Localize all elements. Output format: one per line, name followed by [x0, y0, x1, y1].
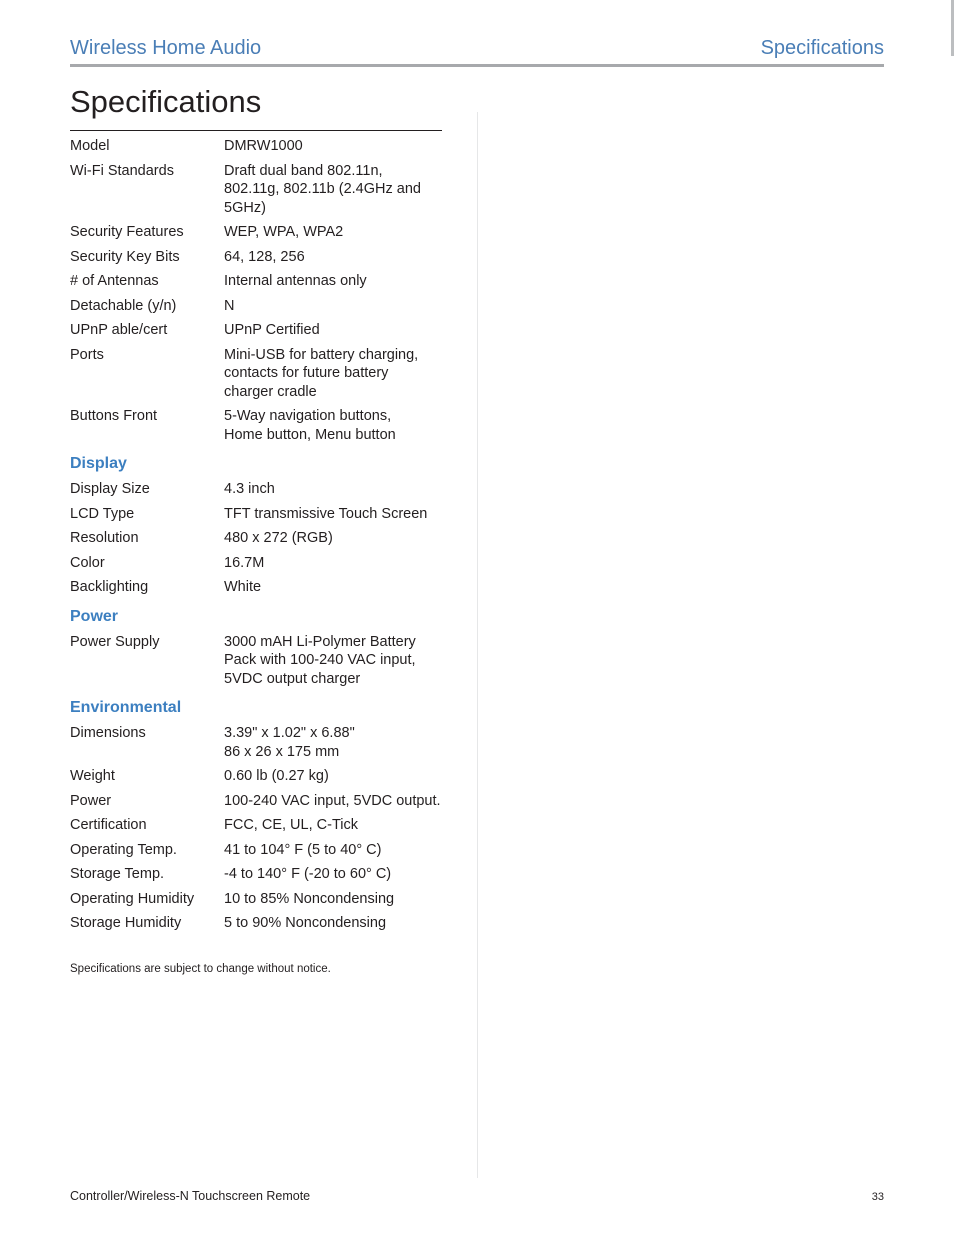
spec-value: 100-240 VAC input, 5VDC output. — [224, 792, 441, 809]
spec-value: 5 to 90% Noncondensing — [224, 915, 387, 931]
section-heading-power: Power — [70, 607, 119, 625]
page-number: 33 — [871, 1191, 884, 1203]
display-specs — [70, 480, 450, 597]
disclaimer-note: Specifications are subject to change without notice. — [70, 962, 331, 975]
spec-row — [70, 297, 450, 316]
spec-value: Draft dual band 802.11n, 802.11g, 802.11b (2.4GHz and 5GHz) — [224, 162, 421, 216]
spec-row — [70, 767, 450, 786]
spec-label: Display Size — [70, 481, 150, 497]
spec-row — [70, 865, 450, 884]
spec-label: Detachable (y/n) — [70, 297, 177, 314]
spec-label: Dimensions — [70, 725, 146, 741]
header-product-name: Wireless Home Audio — [70, 37, 262, 59]
spec-row — [70, 272, 450, 291]
spec-value: 480 x 272 (RGB) — [224, 530, 333, 546]
spec-value: 10 to 85% Noncondensing — [224, 890, 395, 907]
spec-row — [70, 529, 450, 548]
spec-row — [70, 914, 450, 933]
spec-value: 3.39" x 1.02" x 6.88" 86 x 26 x 175 mm — [224, 725, 355, 760]
spec-row — [70, 841, 450, 860]
spec-label: Security Features — [70, 224, 184, 240]
spec-row — [70, 137, 450, 156]
spec-label: Storage Humidity — [70, 915, 182, 931]
spec-label: Buttons Front — [70, 408, 158, 424]
spec-value: 5-Way navigation buttons, Home button, Menu button — [224, 408, 396, 443]
spec-label: LCD Type — [70, 505, 135, 522]
spec-row — [70, 554, 450, 573]
spec-value: 4.3 inch — [224, 481, 275, 497]
title-rule — [70, 130, 442, 131]
spec-label: Storage Temp. — [70, 866, 165, 882]
spec-value: White — [224, 579, 262, 595]
spec-value: 64, 128, 256 — [224, 248, 305, 265]
spec-label: Color — [70, 554, 105, 571]
spec-row — [70, 223, 450, 242]
spec-label: Security Key Bits — [70, 248, 180, 265]
spec-label: # of Antennas — [70, 273, 159, 289]
spec-label: Certification — [70, 817, 147, 833]
spec-row — [70, 633, 450, 689]
column-divider — [477, 112, 478, 1178]
header-rule — [70, 64, 884, 67]
spec-row — [70, 505, 450, 524]
spec-label: Resolution — [70, 530, 139, 546]
spec-value: WEP, WPA, WPA2 — [224, 224, 344, 240]
spec-value: 0.60 lb (0.27 kg) — [224, 768, 329, 784]
spec-row — [70, 578, 450, 597]
spec-row — [70, 724, 450, 761]
spec-label: Backlighting — [70, 579, 149, 595]
spec-value: Internal antennas only — [224, 273, 367, 289]
spec-value: DMRW1000 — [224, 138, 303, 154]
spec-row — [70, 248, 450, 267]
spec-label: Power Supply — [70, 633, 160, 650]
spec-label: Model — [70, 138, 110, 154]
spec-value: TFT transmissive Touch Screen — [224, 505, 428, 522]
general-specs — [70, 137, 450, 444]
spec-row — [70, 480, 450, 499]
spec-label: UPnP able/cert — [70, 322, 168, 338]
section-heading-environmental: Environmental — [70, 699, 182, 716]
spec-row — [70, 346, 450, 402]
spec-label: Operating Humidity — [70, 890, 195, 907]
spec-value: N — [224, 297, 235, 314]
spec-row — [70, 816, 450, 835]
spec-label: Weight — [70, 768, 115, 784]
spec-row — [70, 890, 450, 909]
spec-value: Mini-USB for battery charging, contacts for future battery charger cradle — [224, 346, 419, 400]
spec-table — [70, 137, 450, 975]
spec-label: Wi-Fi Standards — [70, 162, 174, 179]
page-title: Specifications — [70, 84, 262, 119]
spec-row — [70, 321, 450, 340]
spec-value: 41 to 104° F (5 to 40° C) — [224, 841, 382, 858]
spec-value: 16.7M — [224, 554, 265, 571]
spec-label: Ports — [70, 346, 104, 363]
spec-row — [70, 162, 450, 218]
spec-row — [70, 792, 450, 811]
spec-value: UPnP Certified — [224, 322, 320, 338]
environmental-specs — [70, 724, 450, 933]
spec-value: 3000 mAH Li-Polymer Battery Pack with 100-240 VAC input, 5VDC output charger — [224, 633, 416, 687]
spec-label: Power — [70, 792, 112, 809]
spec-label: Operating Temp. — [70, 841, 177, 858]
section-heading-display: Display — [70, 455, 127, 472]
header-section-name: Specifications — [760, 37, 884, 59]
spec-row — [70, 407, 450, 444]
spec-value: -4 to 140° F (-20 to 60° C) — [224, 866, 392, 882]
spec-value: FCC, CE, UL, C-Tick — [224, 817, 358, 833]
footer-product-title: Controller/Wireless-N Touchscreen Remote — [70, 1189, 311, 1203]
power-specs — [70, 633, 450, 689]
